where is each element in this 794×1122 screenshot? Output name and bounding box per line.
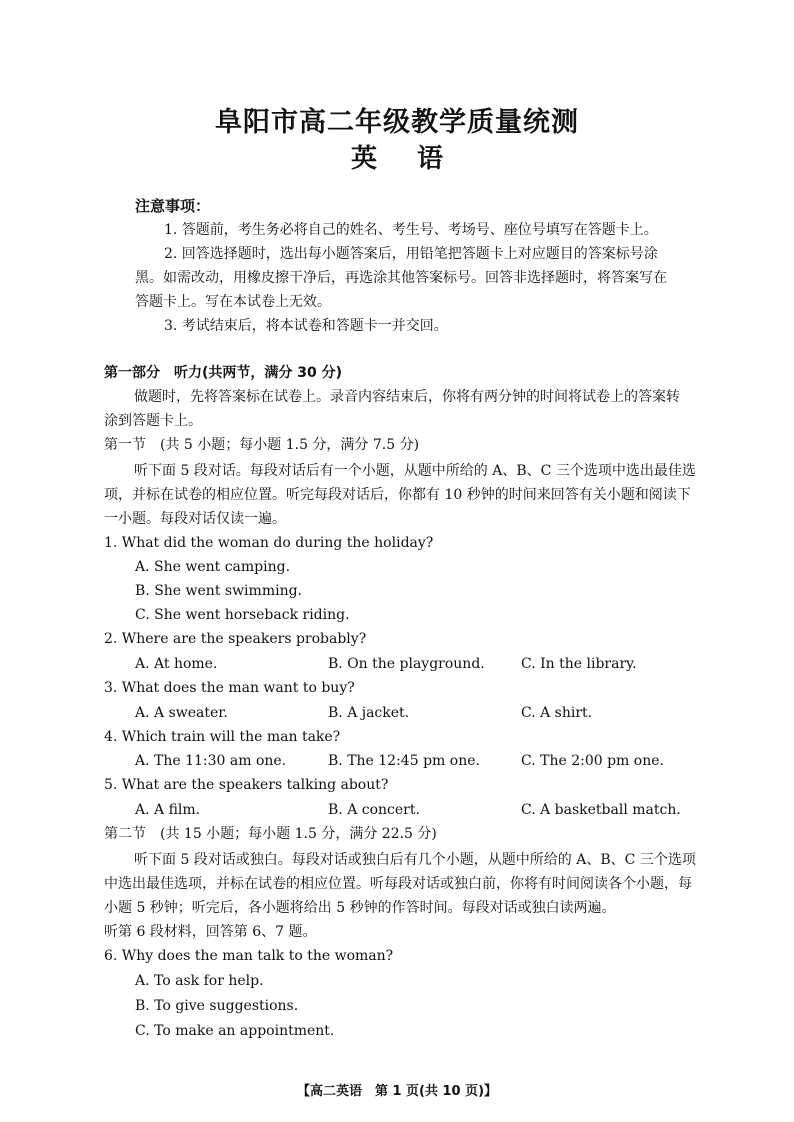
material-6-instruction: 听第 6 段材料，回答第 6、7 题。 (104, 924, 317, 940)
notice-item-2-line-2: 黑。如需改动，用橡皮擦干净后，再选涂其他答案标号。回答非选择题时，将答案写在 (135, 270, 667, 286)
question-1-option-b: B. She went swimming. (135, 583, 302, 599)
question-3-option-b: B. A jacket. (328, 705, 410, 721)
question-4-option-b: B. The 12:45 pm one. (328, 753, 480, 769)
notice-heading: 注意事项： (135, 197, 211, 215)
question-6-option-c: C. To make an appointment. (135, 1023, 335, 1039)
part1-heading: 第一部分 听力(共两节，满分 30 分) (104, 365, 343, 381)
question-1-option-c: C. She went horseback riding. (135, 607, 350, 623)
notice-item-2-line-3: 答题卡上。写在本试卷上无效。 (135, 294, 331, 310)
part1-intro-line-2: 涂到答题卡上。 (104, 413, 202, 429)
question-4-stem: 4. Which train will the man take? (104, 729, 341, 745)
question-2-option-b: B. On the playground. (328, 656, 485, 672)
question-5-stem: 5. What are the speakers talking about? (104, 777, 389, 793)
question-1-option-a: A. She went camping. (135, 559, 291, 575)
question-6-option-b: B. To give suggestions. (135, 998, 299, 1014)
question-3-option-c: C. A shirt. (521, 705, 593, 721)
notice-item-1: 1. 答题前，考生务必将自己的姓名、考生号、考场号、座位号填写在答题卡上。 (164, 222, 658, 238)
section1-intro-line-1: 听下面 5 段对话。每段对话后有一个小题，从题中所给的 A、B、C 三个选项中选出最佳选 (134, 463, 696, 479)
question-4-option-a: A. The 11:30 am one. (135, 753, 287, 769)
question-3-option-a: A. A sweater. (135, 705, 228, 721)
question-3-stem: 3. What does the man want to buy? (104, 680, 355, 696)
question-2-option-c: C. In the library. (521, 656, 637, 672)
question-6-stem: 6. Why does the man talk to the woman? (104, 948, 394, 964)
section1-heading: 第一节 (共 5 小题；每小题 1.5 分，满分 7.5 分) (104, 437, 420, 453)
section1-intro-line-3: 一小题。每段对话仅读一遍。 (104, 511, 286, 527)
subject-title: 英语 (350, 144, 483, 174)
question-5-option-b: B. A concert. (328, 802, 420, 818)
question-6-option-a: A. To ask for help. (135, 973, 264, 989)
question-1-stem: 1. What did the woman do during the holiday? (104, 535, 434, 551)
question-2-stem: 2. Where are the speakers probably? (104, 631, 367, 647)
exam-title: 阜阳市高二年级教学质量统测 (215, 107, 579, 138)
section2-intro-line-3: 小题 5 秒钟；听完后，各小题将给出 5 秒钟的作答时间。每段对话或独白读两遍。 (104, 900, 616, 916)
section2-heading: 第二节 (共 15 小题；每小题 1.5 分，满分 22.5 分) (104, 826, 437, 842)
section2-intro-line-1: 听下面 5 段对话或独白。每段对话或独白后有几个小题，从题中所给的 A、B、C 三个选项 (134, 852, 696, 868)
section2-intro-line-2: 中选出最佳选项，并标在试卷的相应位置。听每段对话或独白前，你将有时间阅读各个小题，每 (104, 876, 692, 892)
page-footer: 【高二英语 第 1 页(共 10 页)】 (296, 1084, 498, 1099)
section1-intro-line-2: 项，并标在试卷的相应位置。听完每段对话后，你都有 10 秒钟的时间来回答有关小题和阅读下 (104, 487, 691, 503)
question-5-option-a: A. A film. (135, 802, 201, 818)
question-2-option-a: A. At home. (135, 656, 218, 672)
notice-item-3: 3. 考试结束后，将本试卷和答题卡一并交回。 (164, 318, 448, 334)
part1-intro-line-1: 做题时，先将答案标在试卷上。录音内容结束后，你将有两分钟的时间将试卷上的答案转 (134, 389, 680, 405)
notice-item-2-line-1: 2. 回答选择题时，选出每小题答案后，用铅笔把答题卡上对应题目的答案标号涂 (164, 246, 658, 262)
question-4-option-c: C. The 2:00 pm one. (521, 753, 664, 769)
question-5-option-c: C. A basketball match. (521, 802, 681, 818)
